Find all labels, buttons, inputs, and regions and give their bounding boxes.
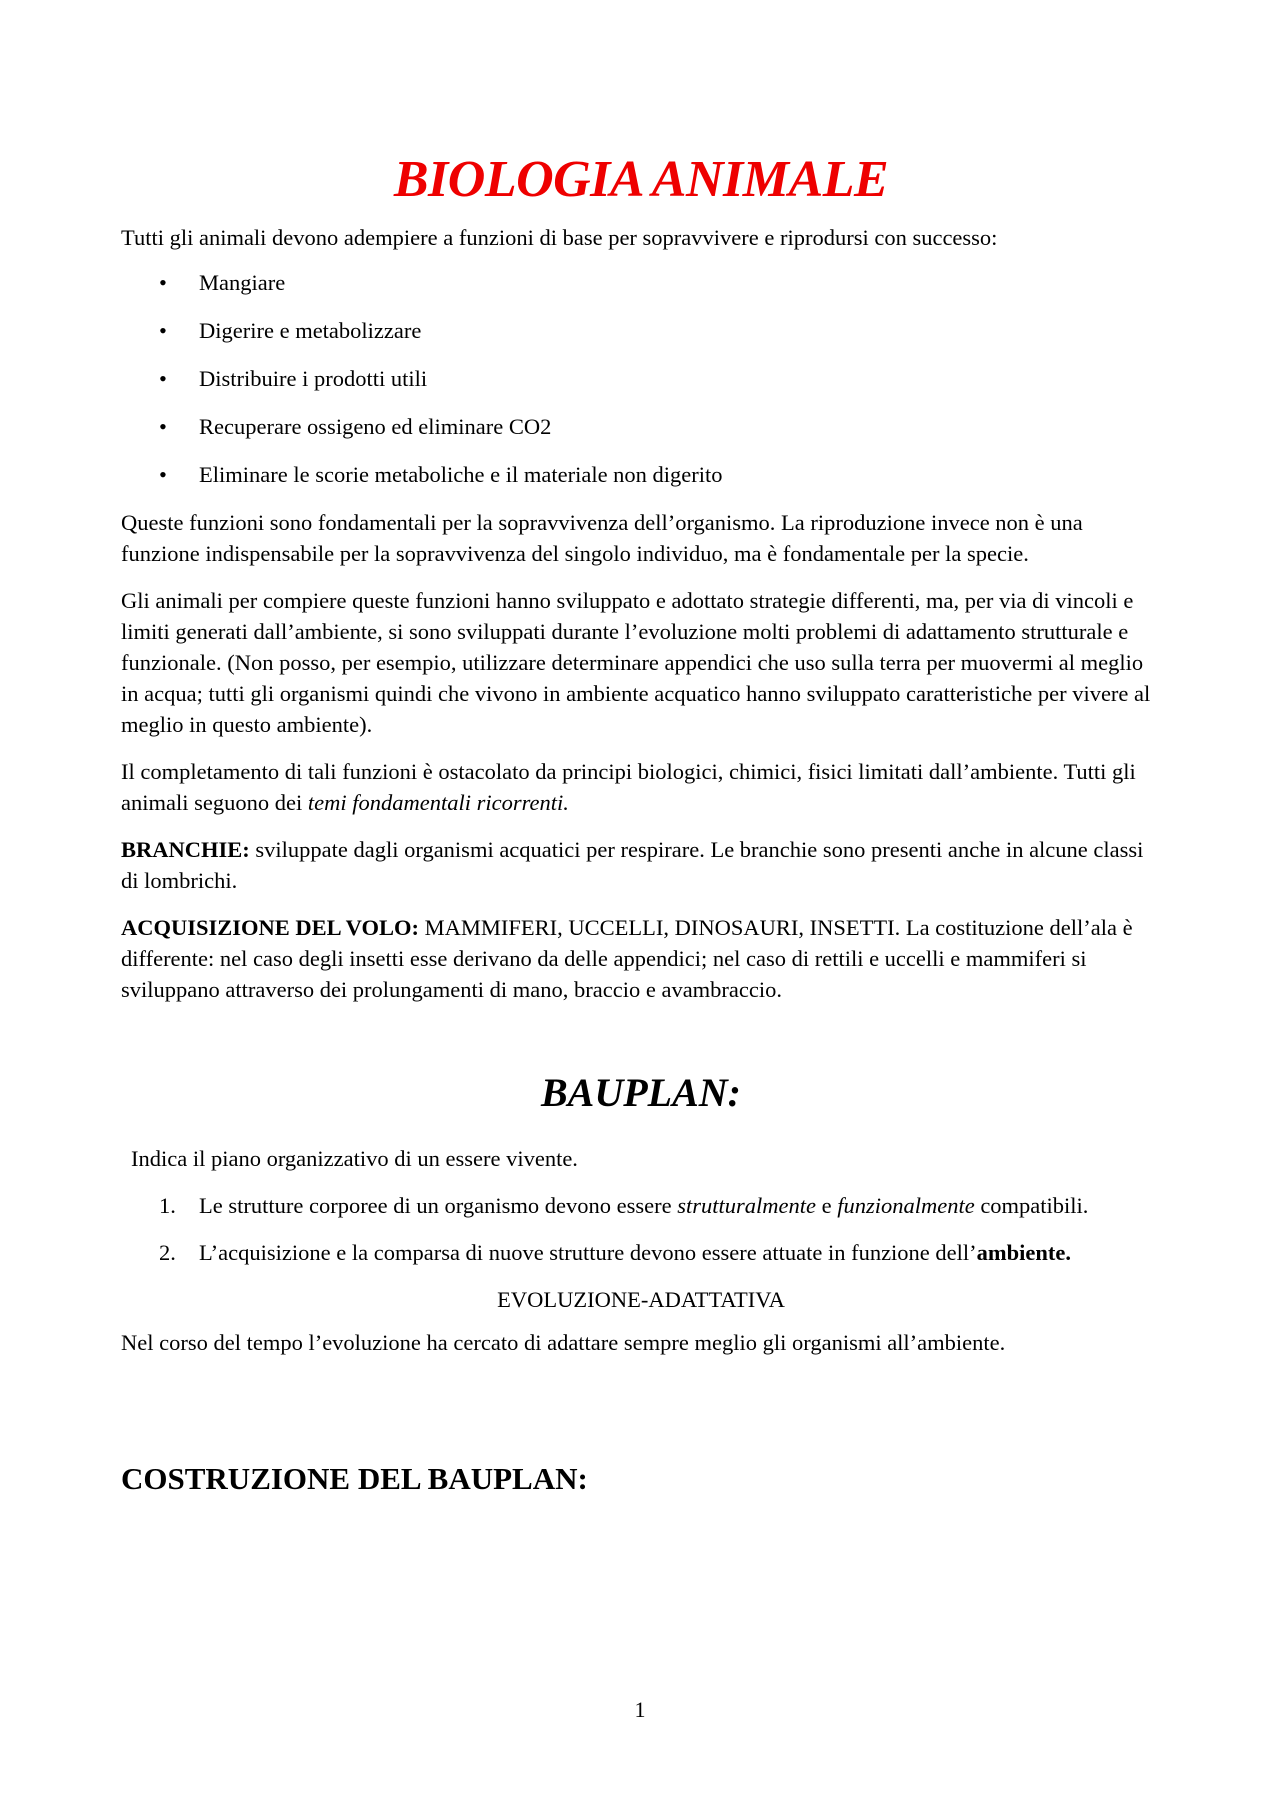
bullet-icon: •	[159, 270, 167, 295]
volo-label: ACQUISIZIONE DEL VOLO:	[121, 915, 419, 940]
list-item: 1. Le strutture corporee di un organismo devono essere strutturalmente e funzionalmente compatibili.	[121, 1190, 1161, 1221]
list-item: • Distribuire i prodotti utili	[121, 363, 1161, 394]
page-number: 1	[634, 1697, 646, 1722]
volo-paragraph: ACQUISIZIONE DEL VOLO: MAMMIFERI, UCCELLI, DINOSAURI, INSETTI. La costituzione dell’ala è differente: nel caso degli insetti esse derivano da delle appendici; nel caso di rettili e uccelli e mammiferi si sviluppano attraverso dei prolungamenti di mano, braccio e avambraccio.	[121, 915, 1133, 1002]
branchie-paragraph: BRANCHIE: sviluppate dagli organismi acquatici per respirare. Le branchie sono presenti anche in alcune classi di lombrichi.	[121, 837, 1144, 893]
fundamental-paragraph: Queste funzioni sono fondamentali per la sopravvivenza dell’organismo. La riproduzione invece non è una funzione indispensabile per la sopravvivenza del singolo individuo, ma è fondamentale per la specie.	[121, 510, 1083, 566]
list-item: • Digerire e metabolizzare	[121, 315, 1161, 346]
branchie-label: BRANCHIE:	[121, 837, 250, 862]
bullet-icon: •	[159, 462, 167, 487]
intro-paragraph: Tutti gli animali devono adempiere a funzioni di base per sopravvivere e riprodursi con successo:	[121, 225, 998, 250]
bauplan-definition: Indica il piano organizzativo di un essere vivente.	[131, 1146, 578, 1171]
costruzione-heading: COSTRUZIONE DEL BAUPLAN:	[121, 1461, 588, 1496]
bullet-icon: •	[159, 366, 167, 391]
completion-paragraph: Il completamento di tali funzioni è ostacolato da principi biologici, chimici, fisici limitati dall’ambiente. Tutti gli animali seguono dei temi fondamentali ricorrenti.	[121, 759, 1136, 815]
bullet-icon: •	[159, 414, 167, 439]
bauplan-rules-list	[121, 1190, 1161, 1268]
list-item: • Mangiare	[121, 267, 1161, 298]
document-body	[121, 150, 1161, 1498]
list-item: • Eliminare le scorie metaboliche e il materiale non digerito	[121, 459, 1161, 490]
functions-list	[121, 267, 1161, 490]
strategies-paragraph: Gli animali per compiere queste funzioni hanno sviluppato e adottato strategie differenti, ma, per via di vincoli e limiti generati dall’ambiente, si sono sviluppati durante l’evoluzione molti problemi di adattamento strutturale e funzionale. (Non posso, per esempio, utilizzare determinare appendici che uso sulla terra per muovermi al meglio in acqua; tutti gli organismi quindi che vivono in ambiente acquatico hanno sviluppato caratteristiche per vivere al meglio in questo ambiente).	[121, 588, 1151, 737]
list-number: 2.	[159, 1240, 176, 1265]
list-item: 2. L’acquisizione e la comparsa di nuove strutture devono essere attuate in funzione dell’ambiente.	[121, 1237, 1161, 1268]
closing-paragraph: Nel corso del tempo l’evoluzione ha cercato di adattare sempre meglio gli organismi all’ambiente.	[121, 1330, 1006, 1355]
page-title: BIOLOGIA ANIMALE	[393, 151, 889, 208]
bauplan-heading: BAUPLAN:	[541, 1070, 741, 1115]
list-number: 1.	[159, 1193, 176, 1218]
evoluzione-label: EVOLUZIONE-ADATTATIVA	[497, 1287, 785, 1312]
emphasis-text: temi fondamentali ricorrenti.	[307, 790, 569, 815]
bullet-icon: •	[159, 318, 167, 343]
list-item: • Recuperare ossigeno ed eliminare CO2	[121, 411, 1161, 442]
